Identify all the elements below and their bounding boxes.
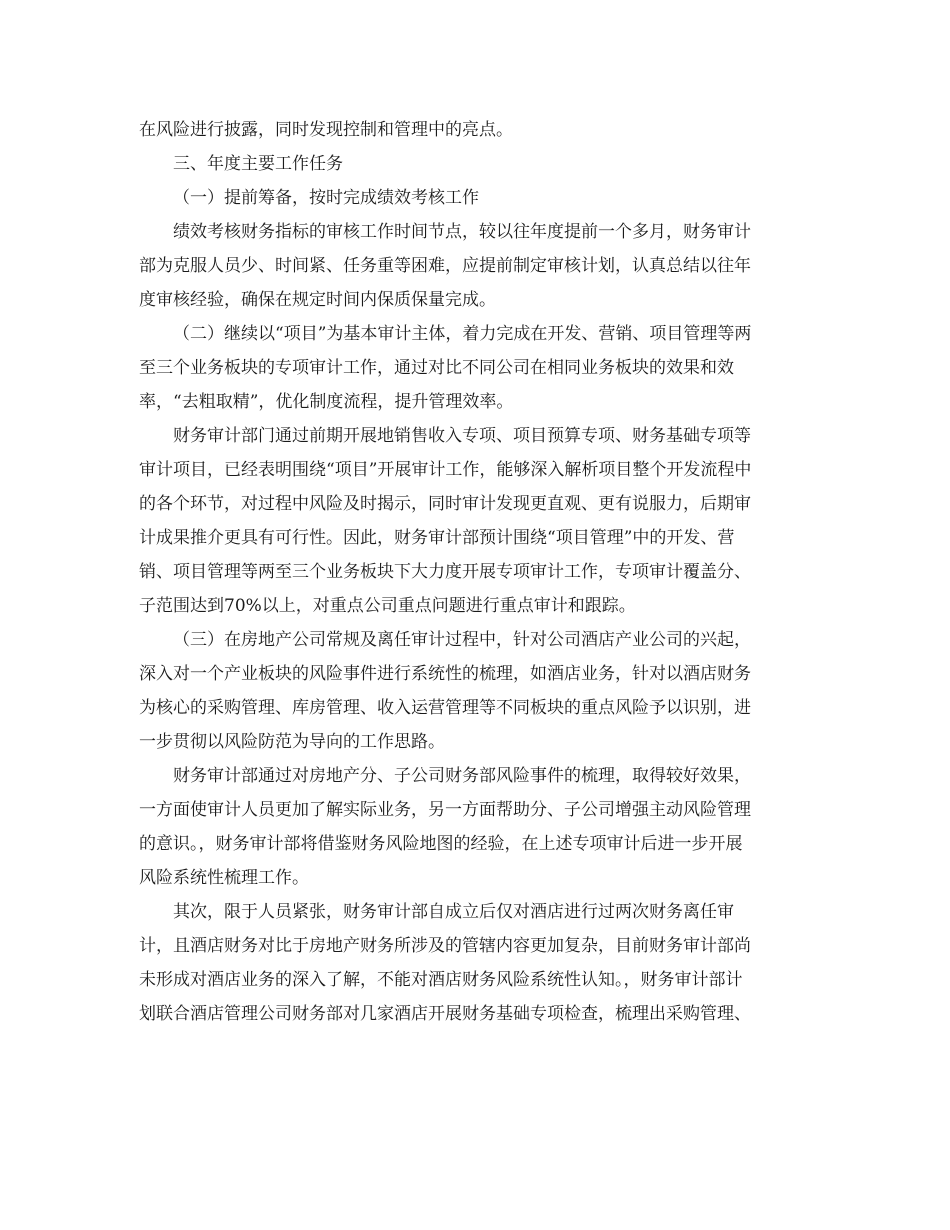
body-line: 率，“去粗取精”，优化制度流程，提升管理效率。	[139, 392, 514, 412]
body-line: 划联合酒店管理公司财务部对几家酒店开展财务基础专项检查，梳理出采购管理、	[139, 1004, 751, 1024]
body-line: 至三个业务板块的专项审计工作，通过对比不同公司在相同业务板块的效果和效	[139, 358, 734, 378]
body-line: 财务审计部门通过前期开展地销售收入专项、项目预算专项、财务基础专项等	[173, 426, 751, 446]
subsection-heading-1: （一）提前筹备，按时完成绩效考核工作	[173, 188, 479, 208]
body-line: 销、项目管理等两至三个业务板块下大力度开展专项审计工作，专项审计覆盖分、	[139, 562, 751, 582]
subsection-heading-3: （三）在房地产公司常规及离任审计过程中，针对公司酒店产业公司的兴起，	[173, 630, 751, 650]
body-line: 绩效考核财务指标的审核工作时间节点，较以往年度提前一个多月，财务审计	[173, 222, 751, 242]
body-line: 度审核经验，确保在规定时间内保质保量完成。	[139, 290, 496, 310]
body-line: 审计项目，已经表明围绕“项目”开展审计工作，能够深入解析项目整个开发流程中	[139, 460, 752, 480]
body-line: 一步贯彻以风险防范为导向的工作思路。	[139, 732, 445, 752]
body-line: 财务审计部通过对房地产分、子公司财务部风险事件的梳理，取得较好效果，	[173, 766, 751, 786]
body-line: 未形成对酒店业务的深入了解，不能对酒店财务风险系统性认知。，财务审计部计	[139, 970, 743, 990]
body-line: 部为克服人员少、时间紧、任务重等困难，应提前制定审核计划，认真总结以往年	[139, 256, 751, 276]
body-line: 的意识。，财务审计部将借鉴财务风险地图的经验，在上述专项审计后进一步开展	[139, 834, 743, 854]
paragraph-continuation-line: 在风险进行披露，同时发现控制和管理中的亮点。	[139, 120, 513, 140]
document-body	[139, 113, 815, 1031]
body-line: 计，且酒店财务对比于房地产财务所涉及的管辖内容更加复杂，目前财务审计部尚	[139, 936, 751, 956]
body-line: 为核心的采购管理、库房管理、收入运营管理等不同板块的重点风险予以识别，进	[139, 698, 751, 718]
body-line: 计成果推介更具有可行性。因此，财务审计部预计围绕“项目管理”中的开发、营	[139, 528, 735, 548]
subsection-heading-2: （二）继续以“项目”为基本审计主体，着力完成在开发、营销、项目管理等两	[173, 324, 752, 344]
body-line: 的各个环节，对过程中风险及时揭示，同时审计发现更直观、更有说服力，后期审	[139, 494, 751, 514]
section-heading: 三、年度主要工作任务	[173, 154, 343, 174]
body-line: 子范围达到70%以上，对重点公司重点问题进行重点审计和跟踪。	[139, 596, 636, 616]
body-line: 一方面使审计人员更加了解实际业务，另一方面帮助分、子公司增强主动风险管理	[139, 800, 751, 820]
body-line: 风险系统性梳理工作。	[139, 868, 309, 888]
body-line: 其次，限于人员紧张，财务审计部自成立后仅对酒店进行过两次财务离任审	[173, 902, 734, 922]
body-line: 深入对一个产业板块的风险事件进行系统性的梳理，如酒店业务，针对以酒店财务	[139, 664, 751, 684]
